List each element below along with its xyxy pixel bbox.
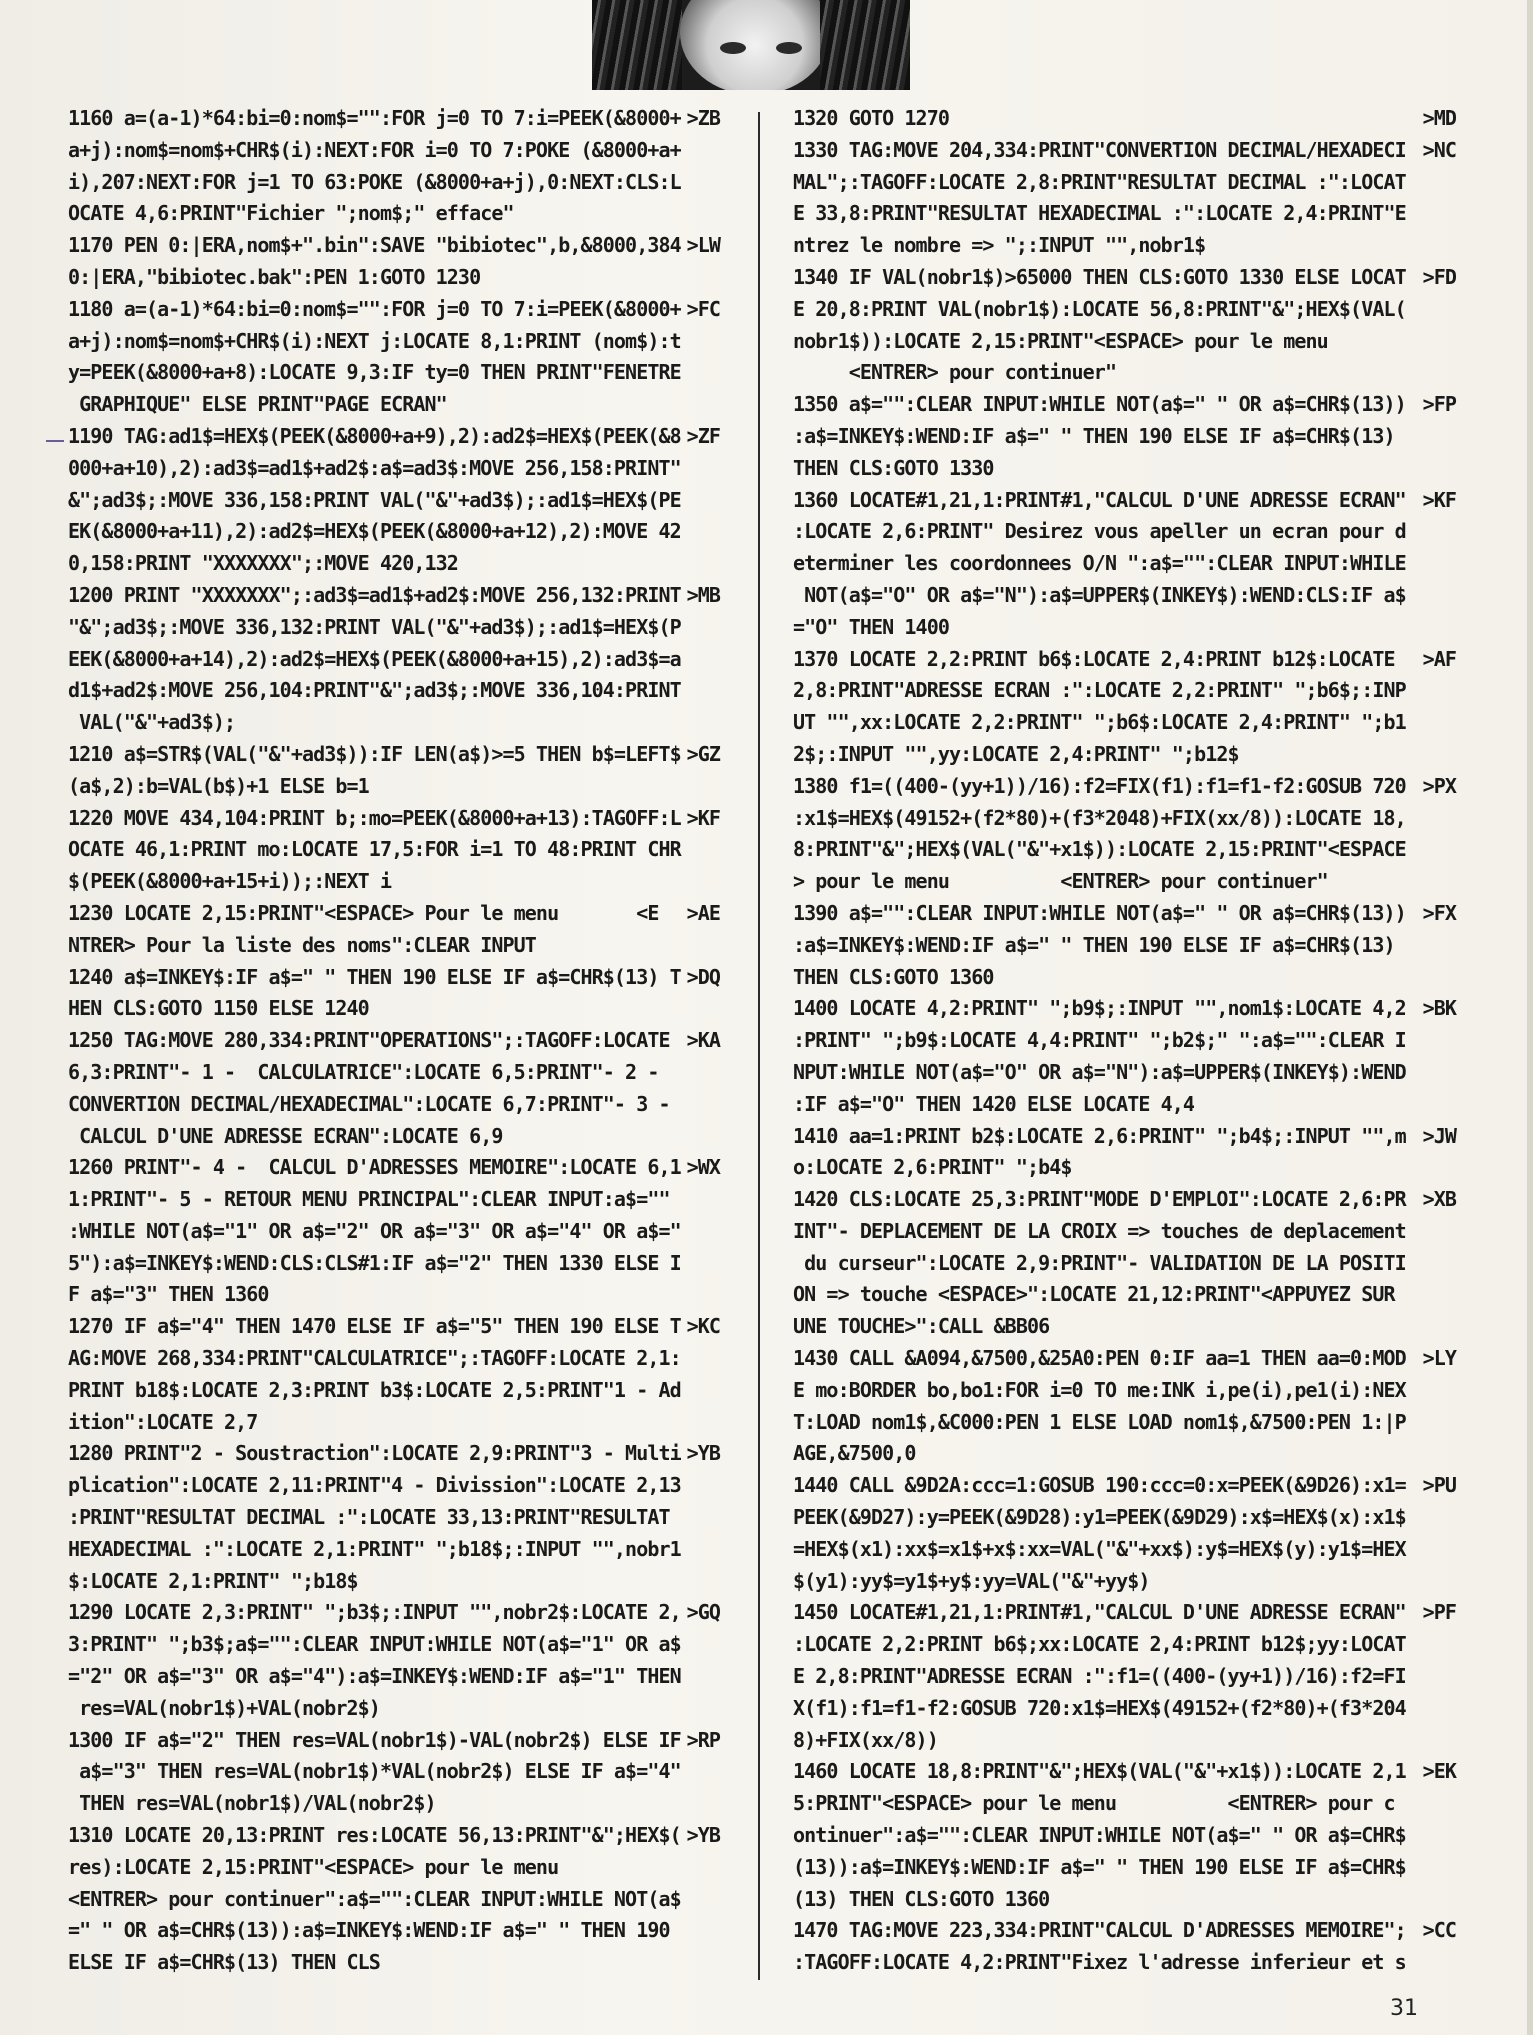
code-line (793, 1470, 1456, 1502)
code-text: PEEK(&9D27):y=PEEK(&9D28):y1=PEEK(&9D29):x$=HEX$(x):x1$ (793, 1505, 1406, 1530)
code-line (793, 644, 1456, 676)
code-text: eterminer les coordonnees O/N ":a$="":CLEAR INPUT:WHILE (793, 551, 1406, 576)
code-line (793, 1947, 1456, 1979)
code-line (68, 1597, 720, 1629)
checksum-code: >DQ (686, 964, 720, 989)
checksum-code: >WX (686, 1155, 720, 1180)
checksum-code: >YB (686, 1823, 720, 1848)
checksum-code: >LW (686, 233, 720, 258)
code-line (68, 1725, 720, 1757)
code-line (68, 1216, 720, 1248)
code-line (793, 1566, 1456, 1598)
code-text: <ENTRER> pour continuer":a$="":CLEAR INPUT:WHILE NOT(a$ (68, 1886, 681, 1911)
code-text: HEN CLS:GOTO 1150 ELSE 1240 (68, 996, 369, 1021)
photo-eye-left (720, 42, 746, 54)
code-text: 8)+FIX(xx/8)) (793, 1727, 938, 1752)
code-text: res=VAL(nobr1$)+VAL(nobr2$) (68, 1695, 380, 1720)
code-line (793, 548, 1456, 580)
checksum-code: >GQ (686, 1600, 720, 1625)
code-text: 1470 TAG:MOVE 223,334:PRINT"CALCUL D'ADRESSES MEMOIRE"; (793, 1918, 1406, 1943)
code-line (793, 739, 1456, 771)
checksum-code: >BK (1422, 996, 1456, 1021)
code-text: EK(&8000+a+11),2):ad2$=HEX$(PEEK(&8000+a+12),2):MOVE 42 (68, 519, 681, 544)
code-line (68, 1947, 720, 1979)
code-text: NPUT:WHILE NOT(a$="O" OR a$="N"):a$=UPPER$(INKEY$):WEND (793, 1059, 1406, 1084)
code-line (68, 898, 720, 930)
code-line (68, 1534, 720, 1566)
code-text: :LOCATE 2,2:PRINT b6$;xx:LOCATE 2,4:PRINT b12$;yy:LOCAT (793, 1632, 1406, 1657)
code-line (68, 1279, 720, 1311)
code-line (793, 1025, 1456, 1057)
code-line (68, 1248, 720, 1280)
code-text: 000+a+10),2):ad3$=ad1$+ad2$:a$=ad3$:MOVE 256,158:PRINT" (68, 455, 681, 480)
code-text: GRAPHIQUE" ELSE PRINT"PAGE ECRAN" (68, 392, 447, 417)
code-line (68, 612, 720, 644)
checksum-code: >MB (686, 582, 720, 607)
code-line (793, 103, 1456, 135)
code-line (68, 993, 720, 1025)
code-text: "&";ad3$;:MOVE 336,132:PRINT VAL("&"+ad3$);:ad1$=HEX$(P (68, 614, 681, 639)
code-text: 1260 PRINT"- 4 - CALCUL D'ADRESSES MEMOIRE":LOCATE 6,1 (68, 1155, 681, 1180)
code-line (793, 1725, 1456, 1757)
code-line (793, 167, 1456, 199)
code-text: 1410 aa=1:PRINT b2$:LOCATE 2,6:PRINT" ";b4$;:INPUT "",m (793, 1123, 1406, 1148)
code-line (793, 1502, 1456, 1534)
checksum-code: >KF (1422, 487, 1456, 512)
checksum-code: >YB (686, 1441, 720, 1466)
code-line (68, 357, 720, 389)
code-text: 0,158:PRINT "XXXXXXX";:MOVE 420,132 (68, 551, 458, 576)
checksum-code: >JW (1422, 1123, 1456, 1148)
code-text: :IF a$="O" THEN 1420 ELSE LOCATE 4,4 (793, 1091, 1195, 1116)
code-text: 1430 CALL &A094,&7500,&25A0:PEN 0:IF aa=1 THEN aa=0:MOD (793, 1346, 1406, 1371)
code-line (68, 1629, 720, 1661)
page-edge (1527, 0, 1533, 2035)
code-text: 1270 IF a$="4" THEN 1470 ELSE IF a$="5" THEN 190 ELSE T (68, 1314, 681, 1339)
code-text: ="O" THEN 1400 (793, 614, 949, 639)
code-text: i),207:NEXT:FOR j=1 TO 63:POKE (&8000+a+j),0:NEXT:CLS:L (68, 169, 681, 194)
code-text: 2$;:INPUT "",yy:LOCATE 2,4:PRINT" ";b12$ (793, 741, 1239, 766)
code-text: E 2,8:PRINT"ADRESSE ECRAN :":f1=((400-(yy+1))/16):f2=FI (793, 1664, 1406, 1689)
code-text: =" " OR a$=CHR$(13)):a$=INKEY$:WEND:IF a$=" " THEN 190 (68, 1918, 670, 1943)
photo-face (680, 0, 830, 90)
code-text: 1:PRINT"- 5 - RETOUR MENU PRINCIPAL":CLEAR INPUT:a$="" (68, 1187, 670, 1212)
code-line (793, 485, 1456, 517)
code-line (793, 898, 1456, 930)
code-text: <ENTRER> pour continuer" (793, 360, 1117, 385)
checksum-code: >AE (686, 900, 720, 925)
photo-hair-left (592, 0, 682, 90)
code-line (793, 803, 1456, 835)
code-text: 0:|ERA,"bibiotec.bak":PEN 1:GOTO 1230 (68, 264, 481, 289)
code-text: (a$,2):b=VAL(b$)+1 ELSE b=1 (68, 773, 369, 798)
code-text: 1240 a$=INKEY$:IF a$=" " THEN 190 ELSE IF a$=CHR$(13) T (68, 964, 681, 989)
column-divider (758, 112, 760, 1980)
code-line (793, 389, 1456, 421)
checksum-code: >MD (1422, 106, 1456, 130)
code-line (68, 103, 720, 135)
checksum-code: >NC (1422, 137, 1456, 162)
code-line (793, 135, 1456, 167)
code-text: du curseur":LOCATE 2,9:PRINT"- VALIDATION DE LA POSITI (793, 1250, 1406, 1275)
checksum-code: >AF (1422, 646, 1456, 671)
code-text: MAL";:TAGOFF:LOCATE 2,8:PRINT"RESULTAT DECIMAL :":LOCAT (793, 169, 1406, 194)
code-text: o:LOCATE 2,6:PRINT" ";b4$ (793, 1155, 1072, 1180)
checksum-code: >EK (1422, 1759, 1456, 1784)
code-line (68, 1502, 720, 1534)
code-text: NOT(a$="O" OR a$="N"):a$=UPPER$(INKEY$):WEND:CLS:IF a$ (793, 582, 1406, 607)
code-text: a$="3" THEN res=VAL(nobr1$)*VAL(nobr2$) ELSE IF a$="4" (68, 1759, 681, 1784)
code-line (68, 1057, 720, 1089)
code-text: 1450 LOCATE#1,21,1:PRINT#1,"CALCUL D'UNE ADRESSE ECRAN" (793, 1600, 1406, 1625)
code-text: 1310 LOCATE 20,13:PRINT res:LOCATE 56,13:PRINT"&";HEX$( (68, 1823, 681, 1848)
code-line (68, 198, 720, 230)
code-text: 6,3:PRINT"- 1 - CALCULATRICE":LOCATE 6,5:PRINT"- 2 - (68, 1059, 659, 1084)
code-line (793, 866, 1456, 898)
code-text: 1340 IF VAL(nobr1$)>65000 THEN CLS:GOTO 1330 ELSE LOCAT (793, 264, 1406, 289)
code-line (793, 1057, 1456, 1089)
code-line (68, 930, 720, 962)
code-text: F a$="3" THEN 1360 (68, 1282, 269, 1307)
code-line (68, 1470, 720, 1502)
code-line (68, 834, 720, 866)
margin-mark (46, 440, 64, 442)
code-text: THEN res=VAL(nobr1$)/VAL(nobr2$) (68, 1791, 436, 1816)
code-text: OCATE 4,6:PRINT"Fichier ";nom$;" efface" (68, 201, 514, 226)
code-line (793, 1884, 1456, 1916)
code-line (793, 1248, 1456, 1280)
code-text: 1330 TAG:MOVE 204,334:PRINT"CONVERTION DECIMAL/HEXADECI (793, 137, 1406, 162)
code-line (793, 834, 1456, 866)
code-line (793, 326, 1456, 358)
listing-column-left (68, 103, 720, 1979)
code-line (793, 1693, 1456, 1725)
code-text: 1180 a=(a-1)*64:bi=0:nom$="":FOR j=0 TO 7:i=PEEK(&8000+ (68, 296, 681, 321)
code-text: 1190 TAG:ad1$=HEX$(PEEK(&8000+a+9),2):ad2$=HEX$(PEEK(&8 (68, 423, 681, 448)
code-line (793, 1184, 1456, 1216)
code-text: y=PEEK(&8000+a+8):LOCATE 9,3:IF ty=0 THEN PRINT"FENETRE (68, 360, 681, 385)
code-line (793, 1438, 1456, 1470)
checksum-code: >FX (1422, 900, 1456, 925)
checksum-code: >KF (686, 805, 720, 830)
code-text: 1360 LOCATE#1,21,1:PRINT#1,"CALCUL D'UNE ADRESSE ECRAN" (793, 487, 1406, 512)
code-text: ELSE IF a$=CHR$(13) THEN CLS (68, 1950, 380, 1975)
checksum-code: >ZF (686, 423, 720, 448)
checksum-code: >ZB (686, 106, 720, 130)
photo-hair-right (820, 0, 910, 90)
code-text: res):LOCATE 2,15:PRINT"<ESPACE> pour le menu (68, 1854, 559, 1879)
code-text: :PRINT" ";b9$:LOCATE 4,4:PRINT" ";b2$;" ":a$="":CLEAR I (793, 1028, 1406, 1053)
checksum-code: >KA (686, 1028, 720, 1053)
code-text: THEN CLS:GOTO 1360 (793, 964, 994, 989)
code-line (68, 516, 720, 548)
code-text: (13) THEN CLS:GOTO 1360 (793, 1886, 1050, 1911)
code-text: HEXADECIMAL :":LOCATE 2,1:PRINT" ";b18$;:INPUT "",nobr1 (68, 1536, 681, 1561)
code-text: 1210 a$=STR$(VAL("&"+ad3$)):IF LEN(a$)>=5 THEN b$=LEFT$ (68, 741, 681, 766)
code-line (793, 516, 1456, 548)
code-text: :a$=INKEY$:WEND:IF a$=" " THEN 190 ELSE IF a$=CHR$(13) (793, 932, 1395, 957)
code-line (793, 580, 1456, 612)
code-line (68, 262, 720, 294)
code-line (68, 1025, 720, 1057)
code-line (793, 1152, 1456, 1184)
code-line (68, 389, 720, 421)
checksum-code: >CC (1422, 1918, 1456, 1943)
code-line (793, 357, 1456, 389)
code-text: VAL("&"+ad3$); (68, 710, 236, 735)
code-text: X(f1):f1=f1-f2:GOSUB 720:x1$=HEX$(49152+(f2*80)+(f3*204 (793, 1695, 1406, 1720)
page-number: 31 (1390, 1996, 1418, 2021)
code-text: CONVERTION DECIMAL/HEXADECIMAL":LOCATE 6,7:PRINT"- 3 - (68, 1091, 670, 1116)
code-line (793, 198, 1456, 230)
checksum-code: >FC (686, 296, 720, 321)
listing-column-right (793, 103, 1456, 1979)
code-text: (13)):a$=INKEY$:WEND:IF a$=" " THEN 190 ELSE IF a$=CHR$ (793, 1854, 1406, 1879)
code-line (793, 962, 1456, 994)
code-text: 1320 GOTO 1270 (793, 106, 949, 130)
code-text: E mo:BORDER bo,bo1:FOR i=0 TO me:INK i,pe(i),pe1(i):NEX (793, 1377, 1406, 1402)
code-line (68, 1566, 720, 1598)
code-line (68, 485, 720, 517)
code-line (68, 1852, 720, 1884)
code-text: UNE TOUCHE>":CALL &BB06 (793, 1314, 1050, 1339)
code-line (793, 230, 1456, 262)
code-line (68, 1693, 720, 1725)
code-text: UT "",xx:LOCATE 2,2:PRINT" ";b6$:LOCATE 2,4:PRINT" ";b1 (793, 710, 1406, 735)
checksum-code: >RP (686, 1727, 720, 1752)
code-text: 1200 PRINT "XXXXXXX";:ad3$=ad1$+ad2$:MOVE 256,132:PRINT (68, 582, 681, 607)
code-line (68, 1311, 720, 1343)
code-text: 1300 IF a$="2" THEN res=VAL(nobr1$)-VAL(nobr2$) ELSE IF (68, 1727, 681, 1752)
photo-eye-right (776, 42, 802, 54)
code-text: :x1$=HEX$(49152+(f2*80)+(f3*2048)+FIX(xx/8)):LOCATE 18, (793, 805, 1406, 830)
code-line (68, 453, 720, 485)
checksum-code: >KC (686, 1314, 720, 1339)
code-line (793, 453, 1456, 485)
code-line (793, 1343, 1456, 1375)
code-line (68, 167, 720, 199)
code-text: ition":LOCATE 2,7 (68, 1409, 258, 1434)
code-text: 1280 PRINT"2 - Soustraction":LOCATE 2,9:PRINT"3 - Multi (68, 1441, 681, 1466)
code-line (793, 930, 1456, 962)
checksum-code: >FD (1422, 264, 1456, 289)
code-line (793, 1534, 1456, 1566)
code-line (793, 675, 1456, 707)
code-text: 5"):a$=INKEY$:WEND:CLS:CLS#1:IF a$="2" THEN 1330 ELSE I (68, 1250, 681, 1275)
code-text: $(y1):yy$=y1$+y$:yy=VAL("&"+yy$) (793, 1568, 1150, 1593)
code-text: EEK(&8000+a+14),2):ad2$=HEX$(PEEK(&8000+a+15),2):ad3$=a (68, 646, 681, 671)
code-text: 1250 TAG:MOVE 280,334:PRINT"OPERATIONS";:TAGOFF:LOCATE (68, 1028, 670, 1053)
code-line (68, 644, 720, 676)
code-line (68, 1884, 720, 1916)
code-line (68, 294, 720, 326)
code-line (68, 1152, 720, 1184)
code-text: 1230 LOCATE 2,15:PRINT"<ESPACE> Pour le menu <E (68, 900, 659, 925)
code-line (793, 993, 1456, 1025)
code-text: 1390 a$="":CLEAR INPUT:WHILE NOT(a$=" " OR a$=CHR$(13)) (793, 900, 1406, 925)
code-line (793, 1407, 1456, 1439)
code-line (793, 1597, 1456, 1629)
code-line (68, 326, 720, 358)
code-text: 3:PRINT" ";b3$;a$="":CLEAR INPUT:WHILE NOT(a$="1" OR a$ (68, 1632, 681, 1657)
code-text: $:LOCATE 2,1:PRINT" ";b18$ (68, 1568, 358, 1593)
code-text: > pour le menu <ENTRER> pour continuer" (793, 869, 1328, 894)
code-line (793, 1820, 1456, 1852)
code-line (68, 1121, 720, 1153)
code-text: 1460 LOCATE 18,8:PRINT"&";HEX$(VAL("&"+x1$)):LOCATE 2,1 (793, 1759, 1406, 1784)
code-line (68, 1407, 720, 1439)
code-text: 1350 a$="":CLEAR INPUT:WHILE NOT(a$=" " OR a$=CHR$(13)) (793, 392, 1406, 417)
code-line (793, 771, 1456, 803)
code-text: 1440 CALL &9D2A:ccc=1:GOSUB 190:ccc=0:x=PEEK(&9D26):x1= (793, 1473, 1406, 1498)
code-text: PRINT b18$:LOCATE 2,3:PRINT b3$:LOCATE 2,5:PRINT"1 - Ad (68, 1377, 681, 1402)
code-text: E 33,8:PRINT"RESULTAT HEXADECIMAL :":LOCATE 2,4:PRINT"E (793, 201, 1406, 226)
code-text: :a$=INKEY$:WEND:IF a$=" " THEN 190 ELSE IF a$=CHR$(13) (793, 423, 1395, 448)
code-line (68, 1915, 720, 1947)
code-line (793, 1121, 1456, 1153)
code-text: :WHILE NOT(a$="1" OR a$="2" OR a$="3" OR a$="4" OR a$=" (68, 1218, 681, 1243)
checksum-code: >PF (1422, 1600, 1456, 1625)
code-text: :LOCATE 2,6:PRINT" Desirez vous apeller un ecran pour d (793, 519, 1406, 544)
code-text: a+j):nom$=nom$+CHR$(i):NEXT:FOR i=0 TO 7:POKE (&8000+a+ (68, 137, 681, 162)
code-line (793, 421, 1456, 453)
code-line (793, 1788, 1456, 1820)
code-text: $(PEEK(&8000+a+15+i));:NEXT i (68, 869, 392, 894)
code-text: ntrez le nombre => ";:INPUT "",nobr1$ (793, 233, 1206, 258)
code-line (68, 739, 720, 771)
code-line (793, 1279, 1456, 1311)
code-line (68, 548, 720, 580)
code-text: AG:MOVE 268,334:PRINT"CALCULATRICE";:TAGOFF:LOCATE 2,1: (68, 1346, 681, 1371)
code-line (68, 1343, 720, 1375)
code-line (68, 1756, 720, 1788)
checksum-code: >XB (1422, 1187, 1456, 1212)
code-text: =HEX$(x1):xx$=x1$+x$:xx=VAL("&"+xx$):y$=HEX$(y):y1$=HEX (793, 1536, 1406, 1561)
code-line (793, 1852, 1456, 1884)
code-line (68, 230, 720, 262)
code-line (68, 1375, 720, 1407)
code-text: 1370 LOCATE 2,2:PRINT b6$:LOCATE 2,4:PRINT b12$:LOCATE (793, 646, 1395, 671)
code-line (793, 1375, 1456, 1407)
code-text: 1380 f1=((400-(yy+1))/16):f2=FIX(f1):f1=f1-f2:GOSUB 720 (793, 773, 1406, 798)
code-line (68, 1089, 720, 1121)
code-line (793, 1661, 1456, 1693)
checksum-code: >FP (1422, 392, 1456, 417)
code-text: d1$+ad2$:MOVE 256,104:PRINT"&";ad3$;:MOVE 336,104:PRINT (68, 678, 681, 703)
code-text: 8:PRINT"&";HEX$(VAL("&"+x1$)):LOCATE 2,15:PRINT"<ESPACE (793, 837, 1406, 862)
checksum-code: >GZ (686, 741, 720, 766)
code-line (68, 580, 720, 612)
code-text: :PRINT"RESULTAT DECIMAL :":LOCATE 33,13:PRINT"RESULTAT (68, 1505, 670, 1530)
code-text: 5:PRINT"<ESPACE> pour le menu <ENTRER> pour c (793, 1791, 1395, 1816)
code-text: 1420 CLS:LOCATE 25,3:PRINT"MODE D'EMPLOI":LOCATE 2,6:PR (793, 1187, 1406, 1212)
code-line (793, 612, 1456, 644)
code-line (68, 675, 720, 707)
code-text: 1290 LOCATE 2,3:PRINT" ";b3$;:INPUT "",nobr2$:LOCATE 2, (68, 1600, 681, 1625)
code-text: plication":LOCATE 2,11:PRINT"4 - Divission":LOCATE 2,13 (68, 1473, 681, 1498)
code-line (793, 1629, 1456, 1661)
code-line (68, 1788, 720, 1820)
code-text: 1160 a=(a-1)*64:bi=0:nom$="":FOR j=0 TO 7:i=PEEK(&8000+ (68, 106, 681, 130)
code-text: 1170 PEN 0:|ERA,nom$+".bin":SAVE "bibiotec",b,&8000,384 (68, 233, 681, 258)
code-line (68, 135, 720, 167)
code-line (793, 1756, 1456, 1788)
code-line (793, 1216, 1456, 1248)
code-text: 1400 LOCATE 4,2:PRINT" ";b9$;:INPUT "",nom1$:LOCATE 4,2 (793, 996, 1406, 1021)
code-line (793, 707, 1456, 739)
code-text: ON => touche <ESPACE>":LOCATE 21,12:PRINT"<APPUYEZ SUR (793, 1282, 1395, 1307)
code-line (68, 866, 720, 898)
checksum-code: >LY (1422, 1346, 1456, 1371)
code-line (68, 771, 720, 803)
code-line (68, 1661, 720, 1693)
code-line (793, 1311, 1456, 1343)
checksum-code: >PU (1422, 1473, 1456, 1498)
code-line (793, 262, 1456, 294)
code-text: THEN CLS:GOTO 1330 (793, 455, 994, 480)
code-text: OCATE 46,1:PRINT mo:LOCATE 17,5:FOR i=1 TO 48:PRINT CHR (68, 837, 681, 862)
code-line (68, 1820, 720, 1852)
code-line (68, 962, 720, 994)
code-text: CALCUL D'UNE ADRESSE ECRAN":LOCATE 6,9 (68, 1123, 503, 1148)
code-line (793, 1089, 1456, 1121)
code-text: ="2" OR a$="3" OR a$="4"):a$=INKEY$:WEND:IF a$="1" THEN (68, 1664, 681, 1689)
code-text: :TAGOFF:LOCATE 4,2:PRINT"Fixez l'adresse inferieur et s (793, 1950, 1406, 1975)
code-text: AGE,&7500,0 (793, 1441, 916, 1466)
code-line (68, 1438, 720, 1470)
code-text: &";ad3$;:MOVE 336,158:PRINT VAL("&"+ad3$);:ad1$=HEX$(PE (68, 487, 681, 512)
code-line (68, 707, 720, 739)
code-line (68, 803, 720, 835)
code-line (793, 1915, 1456, 1947)
code-line (68, 421, 720, 453)
code-text: ontinuer":a$="":CLEAR INPUT:WHILE NOT(a$=" " OR a$=CHR$ (793, 1823, 1406, 1848)
code-text: 2,8:PRINT"ADRESSE ECRAN :":LOCATE 2,2:PRINT" ";b6$;:INP (793, 678, 1406, 703)
code-text: a+j):nom$=nom$+CHR$(i):NEXT j:LOCATE 8,1:PRINT (nom$):t (68, 328, 681, 353)
code-text: 1220 MOVE 434,104:PRINT b;:mo=PEEK(&8000+a+13):TAGOFF:L (68, 805, 681, 830)
code-line (793, 294, 1456, 326)
code-text: T:LOAD nom1$,&C000:PEN 1 ELSE LOAD nom1$,&7500:PEN 1:|P (793, 1409, 1406, 1434)
code-text: E 20,8:PRINT VAL(nobr1$):LOCATE 56,8:PRINT"&";HEX$(VAL( (793, 296, 1406, 321)
checksum-code: >PX (1422, 773, 1456, 798)
code-text: INT"- DEPLACEMENT DE LA CROIX => touches de deplacement (793, 1218, 1406, 1243)
code-line (68, 1184, 720, 1216)
code-text: NTRER> Pour la liste des noms":CLEAR INPUT (68, 932, 536, 957)
header-photo (592, 0, 910, 90)
code-text: nobr1$)):LOCATE 2,15:PRINT"<ESPACE> pour le menu (793, 328, 1328, 353)
